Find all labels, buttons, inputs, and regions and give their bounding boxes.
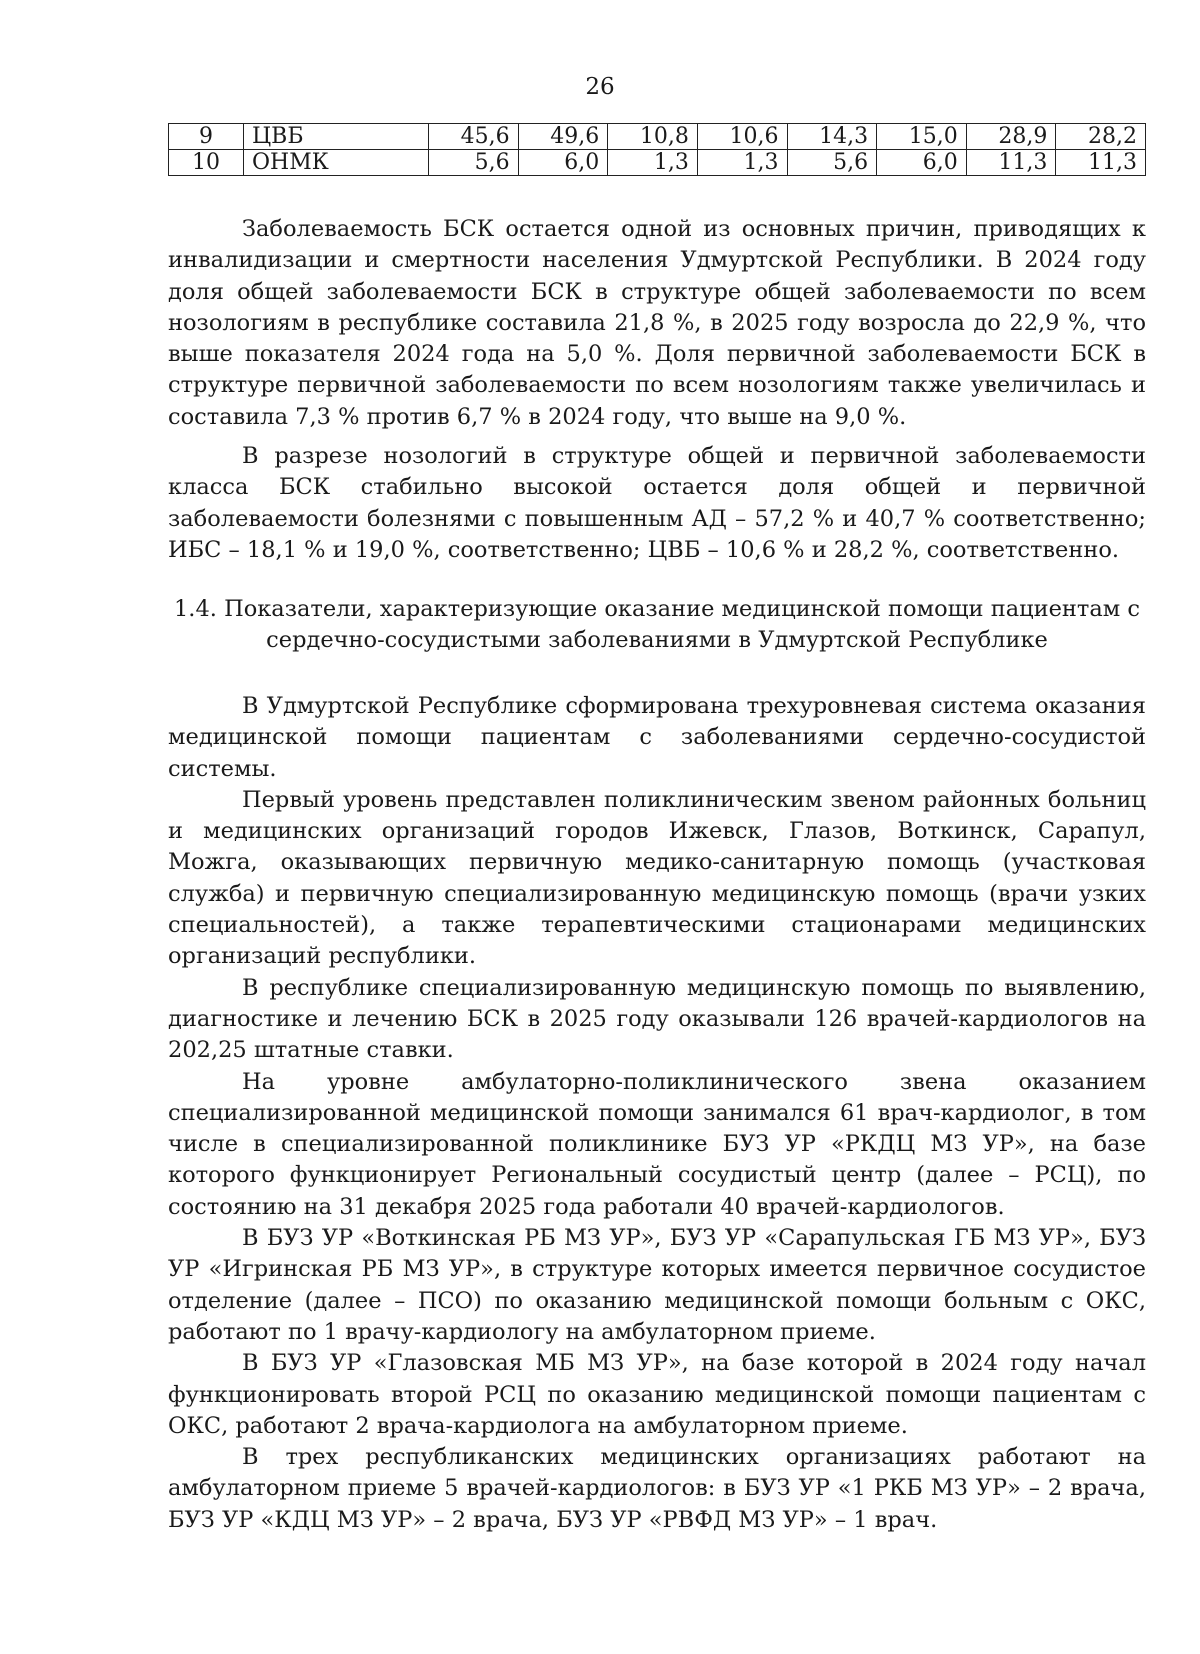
data-table xyxy=(168,123,1146,176)
table-cell-value: 28,9 xyxy=(966,124,1056,150)
paragraph: В Удмуртской Республике сформирована трехуровневая система оказания медицинской помощи пациентам с заболеваниями сердечно-сосудистой системы. xyxy=(168,693,1146,782)
paragraph: Заболеваемость БСК остается одной из основных причин, приводящих к инвалидизации и смертности населения Удмуртской Республики. В 2024 году доля общей заболеваемости БСК в структуре общей заболеваемости по всем нозологиям в республике составила 21,8 %, в 2025 году возросла до 22,9 %, что выше показателя 2024 года на 5,0 %. Доля первичной заболеваемости БСК в структуре первичной заболеваемости по всем нозологиям также увеличилась и составила 7,3 % против 6,7 % в 2024 году, что выше на 9,0 %. xyxy=(168,216,1146,430)
table-cell-value: 14,3 xyxy=(787,124,877,150)
text-block-top-2 xyxy=(168,441,1146,566)
table-cell-value: 45,6 xyxy=(429,124,519,150)
paragraph: На уровне амбулаторно-поликлинического звена оказанием специализированной медицинской помощи занимался 61 врач-кардиолог, в том числе в специализированной поликлинике БУЗ УР «РКДЦ МЗ УР», на базе которого функционирует Региональный сосудистый центр (далее – РСЦ), по состоянию на 31 декабря 2025 года работали 40 врачей-кардиологов. xyxy=(168,1068,1146,1220)
table-cell-value: 1,3 xyxy=(697,150,787,176)
table-cell-value: 49,6 xyxy=(518,124,608,150)
table-cell-value: 10,8 xyxy=(608,124,698,150)
table-row xyxy=(169,124,1146,150)
table-cell-num: 10 xyxy=(169,150,244,176)
text-block-top xyxy=(168,214,1146,433)
section-heading-line: сердечно-сосудистыми заболеваниями в Удмуртской Республике xyxy=(266,627,1048,654)
table-cell-name: ОНМК xyxy=(244,150,429,176)
paragraph: Первый уровень представлен поликлиническим звеном районных больниц и медицинских организаций городов Ижевск, Глазов, Воткинск, Сарапул, Можга, оказывающих первичную медико-санитарную помощь (участковая служба) и первичную специализированную медицинскую помощь (врачи узких специальностей), а также терапевтическими стационарами медицинских организаций республики. xyxy=(168,786,1146,970)
table-cell-name: ЦВБ xyxy=(244,124,429,150)
paragraph: В трех республиканских медицинских организациях работают на амбулаторном приеме 5 врачей-кардиологов: в БУЗ УР «1 РКБ МЗ УР» – 2 врача, БУЗ УР «КДЦ МЗ УР» – 2 врача, БУЗ УР «РВФД МЗ УР» – 1 врач. xyxy=(168,1444,1146,1533)
text-block-bottom xyxy=(168,691,1146,1536)
section-heading xyxy=(168,594,1146,657)
table-cell-value: 5,6 xyxy=(787,150,877,176)
table-cell-value: 6,0 xyxy=(518,150,608,176)
paragraph: В республике специализированную медицинскую помощь по выявлению, диагностике и лечению БСК в 2025 году оказывали 126 врачей-кардиологов на 202,25 штатные ставки. xyxy=(168,974,1146,1064)
table-cell-value: 10,6 xyxy=(697,124,787,150)
table-cell-value: 28,2 xyxy=(1056,124,1146,150)
table-row xyxy=(169,150,1146,176)
table-cell-value: 5,6 xyxy=(429,150,519,176)
section-heading-line: 1.4. Показатели, характеризующие оказание медицинской помощи пациентам с xyxy=(173,596,1141,622)
paragraph: В разрезе нозологий в структуре общей и первичной заболеваемости класса БСК стабильно высокой остается доля общей и первичной заболеваемости болезнями с повышенным АД – 57,2 % и 40,7 % соответственно; ИБС – 18,1 % и 19,0 %, соответственно; ЦВБ – 10,6 % и 28,2 %, соответственно. xyxy=(168,443,1146,563)
table-cell-value: 11,3 xyxy=(966,150,1056,176)
table-cell-value: 6,0 xyxy=(877,150,967,176)
page-number: 26 xyxy=(585,74,615,100)
paragraph: В БУЗ УР «Глазовская МБ МЗ УР», на базе которой в 2024 году начал функционировать второй РСЦ по оказанию медицинской помощи пациентам с ОКС, работают 2 врача-кардиолога на амбулаторном приеме. xyxy=(168,1350,1146,1439)
table-cell-num: 9 xyxy=(169,124,244,150)
table-cell-value: 11,3 xyxy=(1056,150,1146,176)
table-cell-value: 15,0 xyxy=(877,124,967,150)
table-cell-value: 1,3 xyxy=(608,150,698,176)
paragraph: В БУЗ УР «Воткинская РБ МЗ УР», БУЗ УР «Сарапульская ГБ МЗ УР», БУЗ УР «Игринская РБ МЗ УР», в структуре которых имеется первичное сосудистое отделение (далее – ПСО) по оказанию медицинской помощи больным с ОКС, работают по 1 врачу-кардиологу на амбулаторном приеме. xyxy=(168,1225,1146,1345)
